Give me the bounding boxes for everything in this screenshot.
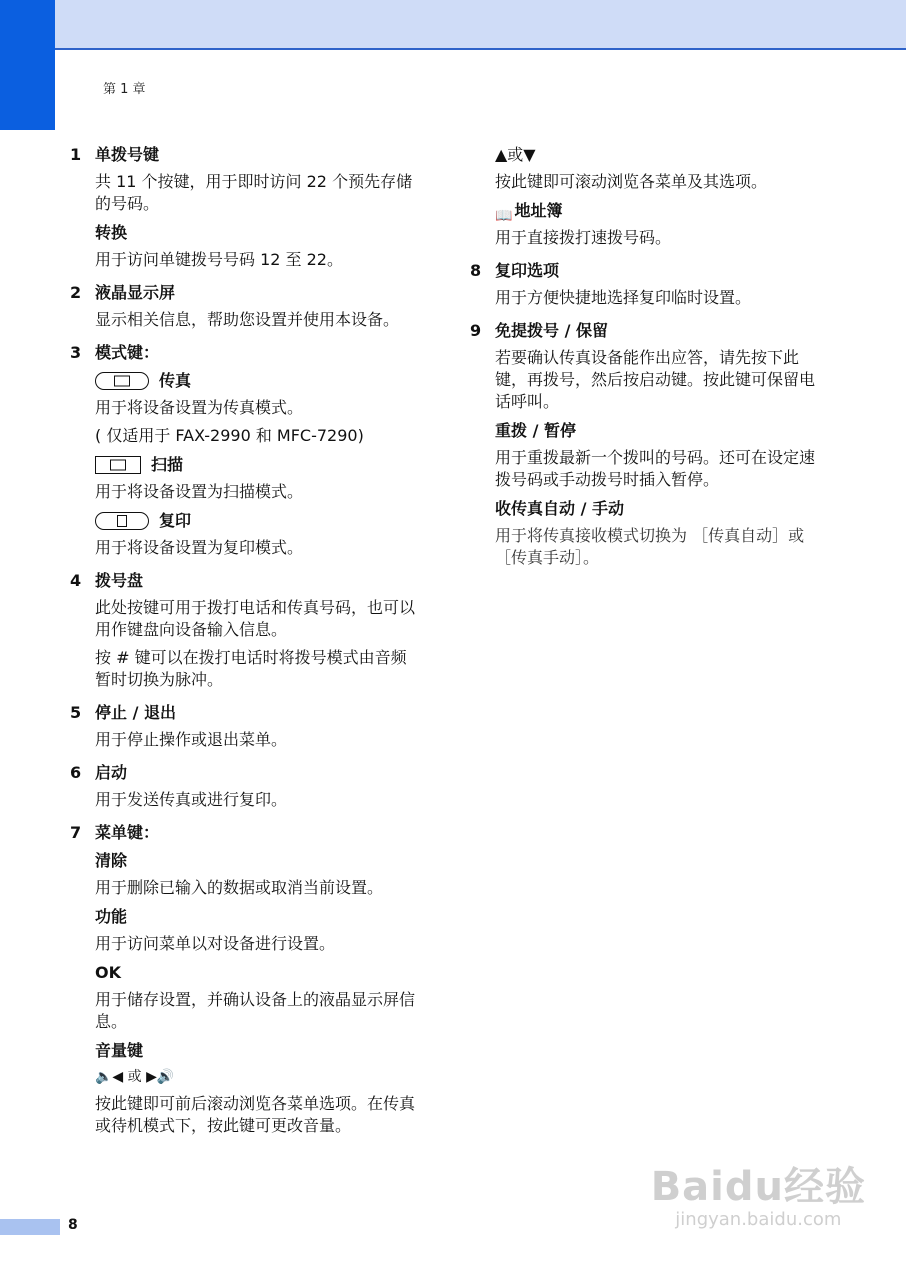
section-desc: 用于停止操作或退出菜单。: [95, 730, 288, 749]
subheading-receive: 收传真自动 / 手动: [495, 499, 624, 518]
chapter-tab: [0, 0, 55, 130]
section-desc: 用于方便快捷地选择复印临时设置。: [495, 288, 752, 307]
section-number: 6: [70, 763, 82, 782]
section-number: 8: [470, 261, 482, 280]
section-title: 液晶显示屏: [95, 283, 176, 302]
section-desc: 此处按键可用于拨打电话和传真号码，也可以用作键盘向设备输入信息。: [95, 598, 416, 639]
subheading-ok: OK: [95, 963, 121, 982]
section-6: [70, 761, 420, 811]
scan-mode-row: [95, 453, 420, 477]
section-2: [70, 281, 420, 331]
watermark-logo: Baidu经验: [650, 1164, 866, 1210]
right-column: [470, 143, 830, 579]
clear-desc: 用于删除已输入的数据或取消当前设置。: [95, 878, 384, 897]
section-title: 单拨号键: [95, 145, 160, 164]
fax-mode-desc: 用于将设备设置为传真模式。: [95, 398, 304, 417]
volume-desc: 按此键即可前后滚动浏览各菜单选项。在传真或待机模式下，按此键可更改音量。: [95, 1094, 416, 1135]
section-5: [70, 701, 420, 751]
section-desc: 显示相关信息，帮助您设置并使用本设备。: [95, 310, 400, 329]
receive-desc: 用于将传真接收模式切换为 ［传真自动］或 ［传真手动］。: [495, 526, 805, 567]
section-9: [470, 319, 830, 569]
section-desc-2: 按 # 键可以在拨打电话时将拨号模式由音频暂时切换为脉冲。: [95, 648, 407, 689]
footer-bar: [0, 1219, 60, 1235]
section-title: 菜单键：: [95, 823, 160, 842]
subheading-clear: 清除: [95, 851, 128, 870]
arrow-keys-label: ▲或▼: [495, 145, 536, 164]
subheading-shift: 转换: [95, 223, 128, 242]
scan-key-icon: [95, 456, 141, 474]
section-desc: 若要确认传真设备能作出应答，请先按下此键，再拨号，然后按启动键。按此键可保留电话呼叫。: [495, 348, 816, 411]
subheading-redial: 重拨 / 暂停: [495, 421, 576, 440]
section-title: 停止 / 退出: [95, 703, 176, 722]
function-desc: 用于访问菜单以对设备进行设置。: [95, 934, 336, 953]
watermark: [651, 1165, 866, 1231]
section-title: 拨号盘: [95, 571, 144, 590]
address-book-desc: 用于直接拨打速拨号码。: [495, 228, 672, 247]
section-number: 4: [70, 571, 82, 590]
left-column: [70, 143, 420, 1147]
section-desc: 共 11 个按键，用于即时访问 22 个预先存储的号码。: [95, 172, 413, 213]
chapter-label: 第 1 章: [103, 82, 146, 97]
section-number: 9: [470, 321, 482, 340]
ok-desc: 用于储存设置，并确认设备上的液晶显示屏信息。: [95, 990, 416, 1031]
address-book-label: 地址簿: [514, 201, 563, 220]
page-number: 8: [68, 1217, 78, 1233]
address-book-icon: 📖: [495, 208, 513, 224]
copy-mode-desc: 用于将设备设置为复印模式。: [95, 538, 304, 557]
section-desc: 用于发送传真或进行复印。: [95, 790, 288, 809]
copy-key-icon: [95, 512, 149, 530]
address-book-heading: [495, 199, 830, 223]
section-number: 1: [70, 145, 82, 164]
redial-desc: 用于重拨最新一个拨叫的号码。还可在设定速拨号码或手动拨号时插入暂停。: [495, 448, 816, 489]
subheading-volume: 音量键: [95, 1041, 144, 1060]
subheading-desc: 用于访问单键拨号号码 12 至 22。: [95, 250, 343, 269]
section-4: [70, 569, 420, 691]
section-title: 模式键：: [95, 343, 160, 362]
section-title: 启动: [95, 763, 128, 782]
section-1: [70, 143, 420, 271]
watermark-url: jingyan.baidu.com: [675, 1209, 842, 1230]
header-band: [0, 0, 906, 50]
volume-keys-icon: 🔈◀ 或 ▶🔊: [95, 1069, 175, 1085]
section-number: 2: [70, 283, 82, 302]
subheading-function: 功能: [95, 907, 128, 926]
section-number: 3: [70, 343, 82, 362]
fax-mode-row: [95, 369, 420, 393]
section-3: [70, 341, 420, 559]
fax-key-icon: [95, 372, 149, 390]
arrow-keys-desc: 按此键即可滚动浏览各菜单及其选项。: [495, 172, 768, 191]
scan-mode-label: 扫描: [151, 455, 184, 474]
section-8: [470, 259, 830, 309]
fax-mode-label: 传真: [159, 371, 192, 390]
section-number: 5: [70, 703, 82, 722]
copy-mode-row: [95, 509, 420, 533]
scan-mode-desc: 用于将设备设置为扫描模式。: [95, 482, 304, 501]
arrows-block: [470, 143, 830, 249]
copy-mode-label: 复印: [159, 511, 192, 530]
section-title: 免提拨号 / 保留: [495, 321, 608, 340]
section-title: 复印选项: [495, 261, 560, 280]
section-number: 7: [70, 823, 82, 842]
section-7: [70, 821, 420, 1137]
fax-mode-note: ( 仅适用于 FAX-2990 和 MFC-7290): [95, 426, 364, 445]
